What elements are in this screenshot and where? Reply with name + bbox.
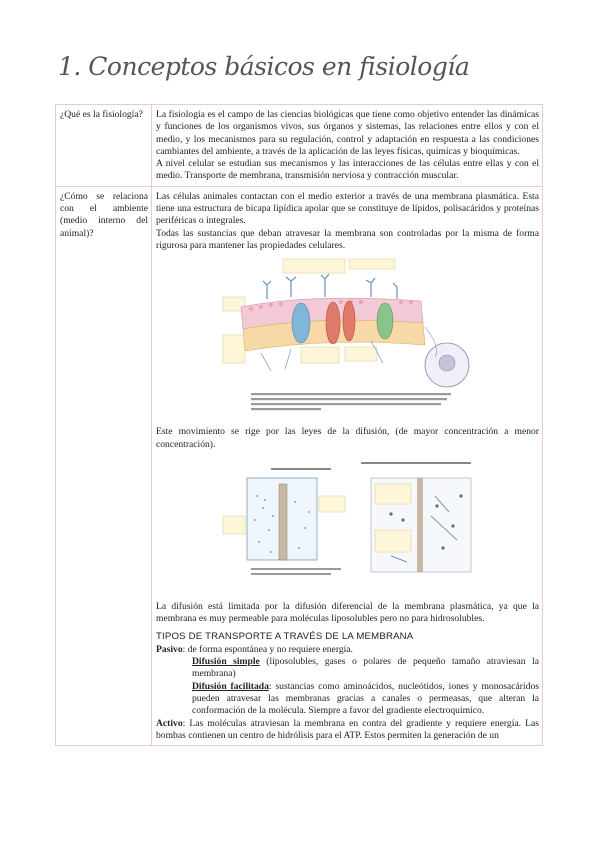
answer-paragraph: Este movimiento se rige por las leyes de la difusión, (de mayor concentración a menor concentración). [156, 426, 539, 450]
simple-paragraph [156, 656, 539, 681]
concepts-table [55, 104, 543, 746]
simple-text: (liposolubles, gases o polares de pequeño tamaño atraviesan la membrana) [192, 656, 539, 680]
simple-label: Difusión simple [192, 656, 260, 668]
answer-paragraph: La fisiología es el campo de las ciencias biológicas que tiene como objetivo entender las dinámicas y funciones de los organismos vivos, sus órganos y sistemas, las relaciones entre ellos y con el medio, y los mecanismos para su regulación, control y adaptación en respuesta a las condiciones cambiantes del ambiente, a través de la aplicación de las leyes físicas, químicas y bioquímicas. [156, 109, 539, 157]
answer-cell [152, 105, 543, 187]
answer-paragraph: La difusión está limitada por la difusión diferencial de la membrana plasmática, ya que la membrana es muy permeable para moléculas liposolubles pero no para hidrosolubles. [156, 600, 539, 625]
answer-cell [152, 186, 543, 745]
table-row [56, 186, 543, 745]
question-cell: ¿Qué es la fisiología? [56, 105, 152, 187]
page-title: 1. Conceptos básicos en fisiología [58, 52, 470, 81]
diffusion-illustration [221, 456, 475, 596]
activo-label: Activo [156, 717, 183, 729]
pasivo-text: : de forma espontánea y no requiere energía. [182, 643, 353, 655]
answer-paragraph: A nivel celular se estudian sus mecanismos y las interacciones de las células entre ellas y con el medio. Transporte de membrana, transmisión nerviosa y contracción muscular. [156, 158, 539, 182]
answer-paragraph: Todas las sustancias que deban atravesar la membrana son controladas por la misma de forma rigurosa para mantener las propiedades celulares. [156, 227, 539, 251]
membrane-figure [156, 257, 539, 421]
activo-paragraph [156, 718, 539, 743]
facilitada-label: Difusión facilitada [192, 680, 269, 692]
pasivo-label: Pasivo [156, 643, 183, 655]
answer-paragraph: Las células animales contactan con el medio exterior a través de una membrana plasmática. Esta tiene una estructura de bicapa lipídica apolar que se constituye de lípidos, polisacáridos y proteínas periféricas o integrales. [156, 190, 539, 227]
question-cell: ¿Cómo se relaciona con el ambiente (medio interno del animal)? [56, 186, 152, 745]
activo-text: : Las moléculas atraviesan la membrana en contra del gradiente y requiere energía. Las bombas contienen un centro de hidrólisis para el ATP. Estos permiten la generación de un [156, 717, 539, 741]
tipos-heading: TIPOS DE TRANSPORTE A TRAVÉS DE LA MEMBRANA [156, 631, 414, 643]
diffusion-figure [156, 456, 539, 596]
table-row [56, 105, 543, 187]
facilitada-paragraph [156, 681, 539, 718]
pasivo-paragraph [156, 644, 539, 656]
facilitada-text: : sustancias como aminoácidos, nucleótidos, iones y monosacáridos pueden atravesar las membranas gracias a canales o permeasas, que alteran la conformación de la molécula. Siempre a favor del gradiente electroquímico. [192, 680, 539, 717]
cell-membrane-illustration [221, 257, 475, 421]
